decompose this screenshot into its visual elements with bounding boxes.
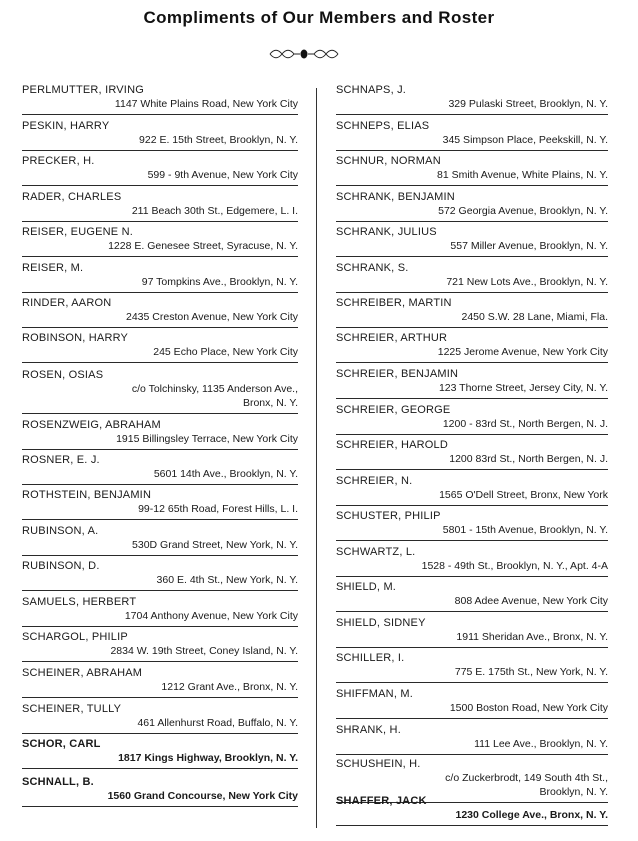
entry-rule [336,185,608,186]
roster-entry [22,419,298,450]
member-name: ROSEN, OSIAS [22,369,104,381]
entry-rule [22,327,298,328]
member-name: SCHREIER, N. [336,475,413,487]
entry-rule [22,519,298,520]
member-address: c/o Tolchinsky, 1135 Anderson Ave., [131,383,298,395]
member-address: 345 Simpson Place, Peekskill, N. Y. [442,134,608,146]
member-name: SCHRANK, BENJAMIN [336,191,455,203]
roster-entry [22,262,298,293]
member-name: SCHUSTER, PHILIP [336,510,441,522]
entry-rule [336,292,608,293]
roster-entry [22,454,298,485]
roster-entry [336,439,608,470]
member-address: 123 Thorne Street, Jersey City, N. Y. [438,382,608,394]
member-address: 557 Miller Avenue, Brooklyn, N. Y. [450,240,608,252]
member-address: 5801 - 15th Avenue, Brooklyn, N. Y. [442,524,608,536]
member-address: 245 Echo Place, New York City [153,346,298,358]
member-address: 1228 E. Genesee Street, Syracuse, N. Y. [108,240,298,252]
member-name: SCHREIER, HAROLD [336,439,448,451]
entry-rule [336,434,608,435]
member-name: SCHREIER, GEORGE [336,404,451,416]
member-name: ROSENZWEIG, ABRAHAM [22,419,161,431]
member-name: RADER, CHARLES [22,191,122,203]
roster-entry [336,262,608,293]
member-address: 99-12 65th Road, Forest Hills, L. I. [138,503,298,515]
entry-rule [336,362,608,363]
member-address: 530D Grand Street, New York, N. Y. [132,539,298,551]
member-name: SCHNUR, NORMAN [336,155,441,167]
member-address: 1915 Billingsley Terrace, New York City [116,433,298,445]
member-address: 721 New Lots Ave., Brooklyn, N. Y. [446,276,608,288]
member-address: 111 Lee Ave., Brooklyn, N. Y. [474,738,608,750]
member-address: 81 Smith Avenue, White Plains, N. Y. [436,169,608,181]
roster-entry [336,368,608,399]
member-address: 1147 White Plains Road, New York City [114,98,298,110]
roster-entry [22,226,298,257]
member-name: SCHOR, CARL [22,738,101,750]
member-name: SHIELD, M. [336,581,397,593]
entry-rule [336,221,608,222]
member-name: SCHARGOL, PHILIP [22,631,128,643]
entry-rule [336,114,608,115]
entry-rule [22,256,298,257]
entry-rule [336,754,608,755]
member-address: c/o Zuckerbrodt, 149 South 4th St., [445,772,608,784]
member-address: 329 Pulaski Street, Brooklyn, N. Y. [448,98,608,110]
member-address: 97 Tompkins Ave., Brooklyn, N. Y. [141,276,298,288]
member-address: 360 E. 4th St., New York, N. Y. [156,574,298,586]
member-address: 1565 O'Dell Street, Bronx, New York [439,489,608,501]
entry-rule [22,221,298,222]
roster-entry [336,404,608,435]
roster-entry [336,581,608,612]
entry-rule [336,327,608,328]
entry-rule [336,825,608,826]
roster-entry [22,191,298,222]
entry-rule [22,114,298,115]
entry-rule [22,413,298,414]
member-name: REISER, M. [22,262,84,274]
member-name: RUBINSON, D. [22,560,100,572]
roster-entry [22,703,298,734]
roster-entry [336,510,608,541]
entry-rule [22,768,298,769]
member-name: ROSNER, E. J. [22,454,100,466]
entry-rule [336,256,608,257]
member-address: 808 Adee Avenue, New York City [454,595,608,607]
entry-rule [22,590,298,591]
member-address: 2450 S.W. 28 Lane, Miami, Fla. [461,311,608,323]
member-name: SCHREIER, ARTHUR [336,332,448,344]
roster-entry [336,688,608,719]
member-name: SAMUELS, HERBERT [22,596,137,608]
member-address: Brooklyn, N. Y. [539,786,608,798]
member-name: SCHRANK, S. [336,262,409,274]
member-name: SCHNALL, B. [22,776,94,788]
member-address: 1704 Anthony Avenue, New York City [124,610,298,622]
ornament-divider-icon [268,48,340,60]
entry-rule [336,505,608,506]
member-address: 599 - 9th Avenue, New York City [147,169,298,181]
member-name: SHRANK, H. [336,724,401,736]
roster-entry [22,297,298,328]
roster-entry [336,297,608,328]
roster-entry [336,652,608,683]
member-name: PERLMUTTER, IRVING [22,84,144,96]
entry-rule [336,718,608,719]
member-name: SHIELD, SIDNEY [336,617,426,629]
entry-rule [336,611,608,612]
roster-entry [336,120,608,151]
member-address: 1817 Kings Highway, Brooklyn, N. Y. [118,752,298,764]
roster-entry [22,631,298,662]
member-address: 2435 Creston Avenue, New York City [126,311,298,323]
member-name: SHAFFER, JACK [336,795,427,807]
member-address: 1212 Grant Ave., Bronx, N. Y. [161,681,298,693]
entry-rule [22,150,298,151]
member-name: SCHRANK, JULIUS [336,226,437,238]
roster-entry [22,120,298,151]
member-name: SCHEINER, TULLY [22,703,122,715]
member-address: 1230 College Ave., Bronx, N. Y. [455,809,608,821]
roster-entry [336,724,608,755]
member-name: SCHEINER, ABRAHAM [22,667,143,679]
member-address: 1200 - 83rd St., North Bergen, N. J. [442,418,608,430]
roster-entry [336,191,608,222]
roster-entry [22,369,298,414]
roster-entry [336,475,608,506]
member-address: 1225 Jerome Avenue, New York City [437,346,608,358]
entry-rule [336,398,608,399]
entry-rule [22,185,298,186]
member-name: PESKIN, HARRY [22,120,110,132]
member-name: SCHNAPS, J. [336,84,407,96]
roster-entry [22,596,298,627]
entry-rule [22,661,298,662]
member-address: 775 E. 175th St., New York, N. Y. [454,666,608,678]
member-address: Bronx, N. Y. [242,397,298,409]
entry-rule [22,484,298,485]
member-name: RUBINSON, A. [22,525,99,537]
member-name: RINDER, AARON [22,297,112,309]
column-divider [316,88,317,828]
entry-rule [22,697,298,698]
member-name: ROBINSON, HARRY [22,332,129,344]
member-name: SCHUSHEIN, H. [336,758,421,770]
roster-entry [336,332,608,363]
entry-rule [22,555,298,556]
member-name: REISER, EUGENE N. [22,226,133,238]
member-name: ROTHSTEIN, BENJAMIN [22,489,152,501]
roster-entry [22,776,298,807]
member-address: 2834 W. 19th Street, Coney Island, N. Y. [110,645,298,657]
roster-entry [336,795,608,826]
entry-rule [22,362,298,363]
roster-entry [22,489,298,520]
roster-entry [22,155,298,186]
entry-rule [22,806,298,807]
roster-entry [336,84,608,115]
entry-rule [22,626,298,627]
roster-entry [336,226,608,257]
member-address: 5601 14th Ave., Brooklyn, N. Y. [153,468,298,480]
entry-rule [336,469,608,470]
roster-entry [336,155,608,186]
entry-rule [336,540,608,541]
member-address: 1528 - 49th St., Brooklyn, N. Y., Apt. 4-A [421,560,608,572]
member-name: SCHILLER, I. [336,652,405,664]
entry-rule [22,292,298,293]
roster-entry [22,525,298,556]
entry-rule [336,150,608,151]
page-title: Compliments of Our Members and Roster [143,8,495,27]
member-address: 211 Beach 30th St., Edgemere, L. I. [131,205,298,217]
roster-entry [22,667,298,698]
member-name: SHIFFMAN, M. [336,688,413,700]
member-address: 1911 Sheridan Ave., Bronx, N. Y. [456,631,608,643]
member-address: 1200 83rd St., North Bergen, N. J. [449,453,608,465]
member-name: SCHWARTZ, L. [336,546,416,558]
roster-entry [22,84,298,115]
entry-rule [336,682,608,683]
entry-rule [22,449,298,450]
member-name: SCHREIER, BENJAMIN [336,368,459,380]
member-address: 1560 Grand Concourse, New York City [107,790,298,802]
roster-entry [336,546,608,577]
roster-entry [22,738,298,769]
member-address: 1500 Boston Road, New York City [449,702,608,714]
roster-entry [22,332,298,363]
roster-entry [22,560,298,591]
member-address: 922 E. 15th Street, Brooklyn, N. Y. [139,134,298,146]
roster-entry [336,617,608,648]
member-name: PRECKER, H. [22,155,95,167]
member-address: 572 Georgia Avenue, Brooklyn, N. Y. [438,205,608,217]
entry-rule [336,647,608,648]
member-name: SCHNEPS, ELIAS [336,120,430,132]
entry-rule [336,576,608,577]
member-name: SCHREIBER, MARTIN [336,297,452,309]
entry-rule [22,733,298,734]
member-address: 461 Allenhurst Road, Buffalo, N. Y. [137,717,298,729]
